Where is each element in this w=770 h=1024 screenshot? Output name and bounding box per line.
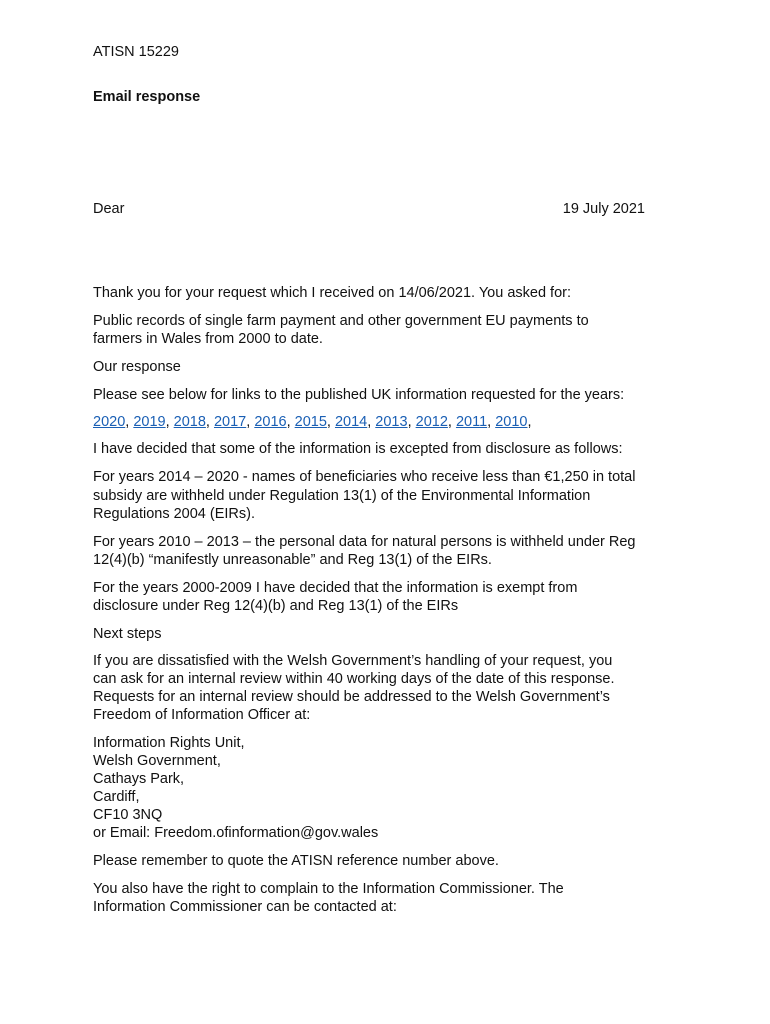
address-line: Welsh Government, [93,753,221,769]
letter-date: 19 July 2021 [562,201,645,217]
intro-text: Thank you for your request which I received on 14/06/2021. You asked for: [93,285,571,301]
address-line: Cardiff, [93,789,140,805]
next-steps-line: Freedom of Information Officer at: [93,707,311,723]
para-2010-line: 12(4)(b) “manifestly unreasonable” and Reg 13(1) of the EIRs. [93,552,492,568]
exception-intro: I have decided that some of the information is excepted from disclosure as follows: [93,441,623,457]
links-intro: Please see below for links to the published UK information requested for the years: [93,387,625,403]
year-link-2011[interactable]: 2011 [455,414,488,430]
para-2014-line: For years 2014 – 2020 - names of beneficiaries who receive less than €1,250 in total [93,469,636,485]
request-line: Public records of single farm payment and other government EU payments to [93,313,589,329]
year-link-2016[interactable]: 2016 [254,414,287,430]
year-link-2019[interactable]: 2019 [133,414,166,430]
reference-number: ATISN 15229 [93,44,179,60]
para-2014-line: subsidy are withheld under Regulation 13(1) of the Environmental Information [93,488,591,504]
next-steps-heading: Next steps [93,626,162,642]
year-links: 2020, 2019, 2018, 2017, 2016, 2015, 2014, 2013, 2012, 2011, 2010, [93,414,532,430]
year-link-2012[interactable]: 2012 [415,414,448,430]
our-response-heading: Our response [93,359,181,375]
contact-email: or Email: Freedom.ofinformation@gov.wales [93,825,379,841]
year-link-2018[interactable]: 2018 [173,414,206,430]
address-line: CF10 3NQ [93,807,163,823]
year-link-2015[interactable]: 2015 [294,414,327,430]
address-line: Information Rights Unit, [93,735,245,751]
para-2010-line: For years 2010 – 2013 – the personal data for natural persons is withheld under Reg [93,534,636,550]
year-link-2020[interactable]: 2020 [93,414,126,430]
address-line: Cathays Park, [93,771,185,787]
para-2000-line: For the years 2000-2009 I have decided that the information is exempt from [93,580,578,596]
next-steps-line: can ask for an internal review within 40 working days of the date of this response. [93,671,615,687]
commissioner-line: You also have the right to complain to the Information Commissioner. The [93,881,564,897]
para-2014-line: Regulations 2004 (EIRs). [93,506,255,522]
reminder-text: Please remember to quote the ATISN reference number above. [93,853,499,869]
request-line: farmers in Wales from 2000 to date. [93,331,323,347]
para-2000-line: disclosure under Reg 12(4)(b) and Reg 13(1) of the EIRs [93,598,459,614]
document-type-heading: Email response [93,89,201,105]
year-link-2014[interactable]: 2014 [334,414,368,430]
year-link-2010[interactable]: 2010 [495,414,528,430]
next-steps-line: Requests for an internal review should be addressed to the Welsh Government’s [93,689,610,705]
next-steps-line: If you are dissatisfied with the Welsh Government’s handling of your request, you [93,653,613,669]
year-link-2017[interactable]: 2017 [213,414,247,430]
salutation: Dear [93,201,125,217]
year-link-2013[interactable]: 2013 [375,414,408,430]
commissioner-line: Information Commissioner can be contacted at: [93,899,397,915]
